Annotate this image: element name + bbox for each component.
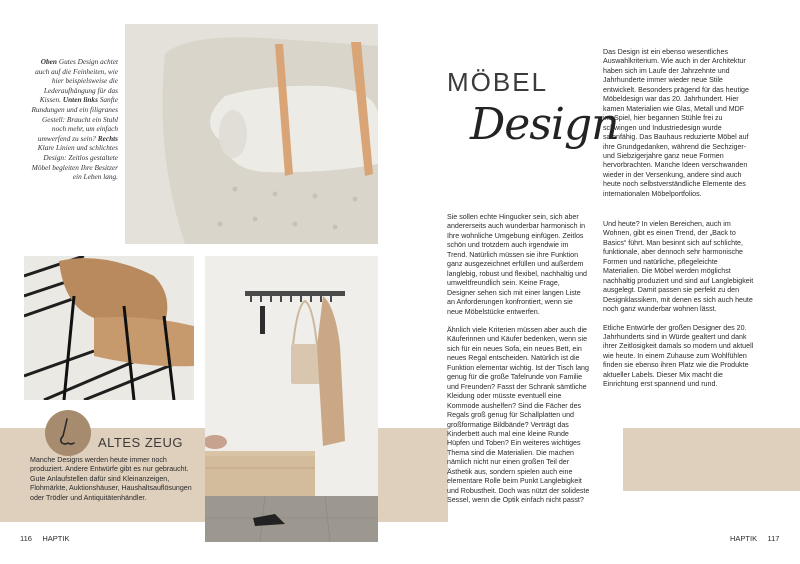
- section-name-right: HAPTIK: [730, 534, 758, 543]
- text-column-middle: [447, 213, 590, 515]
- box-text: Manche Designs werden heute immer noch produziert. Andere Entwürfe gibt es nur gebraucht. Gute Anlaufstellen dafür sind Kleinanzeigen, Flohmärkte, Auktionshäuser, Haushaltsauflösungen oder Trödler und Antiquitätenhändler.: [30, 456, 192, 502]
- folio-left: [20, 534, 69, 543]
- paragraph: Sie sollen echte Hingucker sein, sich aber andererseits auch wunderbar harmonisch in Ihre wohnliche Umgebung einfügen. Zeitlos schön und trotzdem auch irgendwie im Trend. Natürlich müssen sie ihre Funktion ganz ausgezeichnet erfüllen und außerdem langlebig, robust und flexibel, nachhaltig und umweltfreundlich sein. Keine Frage, Designer sehen sich mit einer langen Liste an Anforderungen konfrontiert, wenn sie neue Möbelstücke entwerfen.: [447, 213, 588, 316]
- box-title: ALTES ZEUG: [98, 435, 183, 450]
- caption-label-rechts: Rechts: [97, 133, 118, 143]
- caption-text-rechts: Klare Linien und schlichtes Design: Zeitlos gestaltete Möbel begleiten Ihre Besitzer ein Leben lang.: [31, 143, 118, 182]
- caption-text-oben: Gutes Design achtet auch auf die Feinheiten, wie hier beispielsweise die Lederaufhängung für das Kissen.: [35, 57, 118, 105]
- section-name-left: HAPTIK: [42, 534, 70, 543]
- page-number-right: 117: [767, 534, 780, 543]
- text-column-right-top: [603, 48, 755, 208]
- paragraph: Das Design ist ein ebenso wesentliches Auswahlkriterium. Wie auch in der Architektur haben sich im Laufe der Jahrzehnte und Jahrhunderte immer wieder neue Stile entwickelt. Besonders prägend für das heutige Möbeldesign war das 20. Jahrhundert. Hier kamen Materialien wie Glas, Metall und MDF ins Spiel, hier begannen Stühle frei zu schwingen und Industriedesign wurde salonfähig. Das Bauhaus reduzierte Möbel auf ihre Grundgedanken, während die Sechziger- und Siebzigerjahre ganz neue Formen hervorbrachten. Manche Ideen verschwanden wieder in der Versenkung, andere sind auch heute noch selbstverständliche Elemente des internationalen Möbelportfolios.: [603, 48, 749, 198]
- wooden-chair-photo: [24, 256, 194, 400]
- folio-right: [730, 534, 779, 543]
- paragraph: Und heute? In vielen Bereichen, auch im Wohnen, gibt es einen Trend, der „Back to Basics“ führt. Man besinnt sich auf schlichte, funktionale, aber dennoch sehr harmonische Formen und natürliche, pflegeleichte Materialien. Die Möbel werden möglichst nachhaltig produziert und sind auf Langlebigkeit ausgelegt. Damit passen sie perfekt zu den Designklassikern, mit denen es sich auch heute noch ganz wunderbar wohnen lässt.: [603, 220, 754, 314]
- caption-label-unten-links: Unten links: [62, 95, 98, 105]
- caption-label-oben: Oben: [40, 57, 57, 66]
- page-number-left: 116: [20, 534, 32, 543]
- headboard-cushion-photo: [125, 24, 378, 244]
- paragraph: Ähnlich viele Kriterien müssen aber auch die Käuferinnen und Käufer bedenken, wenn sie sich für ein neues Sofa, ein neues Bett, ein neues Regal entscheiden. Natürlich ist die Funktion elementar wichtig. Ist der Tisch lang genug für die große Tafelrunde von Familie und Freunden? Fasst der Schrank sämtliche Kleidung oder müsste eventuell eine Kommode aushelfen? Sind die Fächer des Regals groß genug für Schallplatten und großformatige Bildbände? Verträgt das Kinderbett auch mal eine kleine Runde Hüpfen und Toben? Ein weiteres wichtiges Thema sind die Materialien. Die machen nämlich nicht nur einen großen Teil der Ästhetik aus, sondern spielen auch eine elementare Rolle beim Punkt Langlebigkeit und Robustheit. Doch was nützt der solideste Sessel, wenn die Optik einfach nicht passt?: [447, 325, 590, 505]
- text-column-right-bottom: [603, 220, 755, 399]
- tan-band-right: [623, 428, 800, 491]
- nose-icon: [45, 410, 91, 456]
- caption-text-unten-links: Sanfte Rundungen und ein filigranes Gestell: Braucht ein Stuhl noch mehr, um einfach umwerfend zu sein?: [31, 95, 118, 143]
- photo-caption: [30, 57, 118, 182]
- headline-word-moebel: MÖBEL: [447, 67, 549, 97]
- hallway-coat-rack-photo: [205, 256, 378, 542]
- headline-word-design: Design: [470, 99, 619, 150]
- paragraph: Etliche Entwürfe der großen Designer des 20. Jahrhunderts sind in Würde gealtert und dank ihrer Zeitlosigkeit damals so modern und aktuell wie heute. In einem Zuhause zum Wohlfühlen finden sie ebenso ihren Platz wie die Produkte aktueller Labels. Dieser Mix macht die Einrichtung erst spannend und rund.: [603, 323, 754, 389]
